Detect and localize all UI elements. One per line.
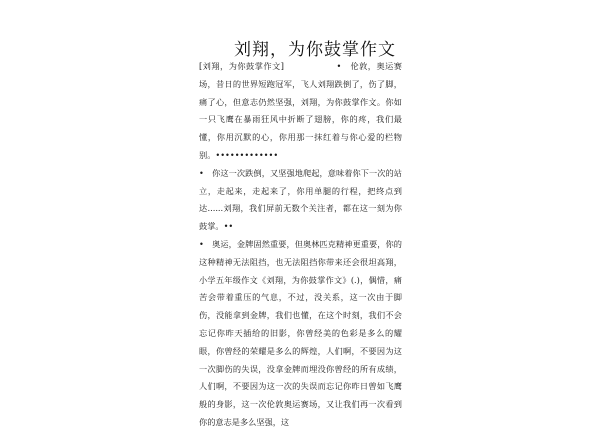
document-title: 刘翔，为你鼓掌作文	[234, 40, 396, 60]
document-body	[199, 58, 402, 432]
paragraph-2: • 你这一次跌倒，又坚强地爬起，意味着你下一次的站立，走起来，走起来了，你用单腿的行程，把终点到达......刘翔，我们屏前无数个关注者，都在这一刻为你鼓掌。••	[199, 167, 402, 232]
paragraph-3: • 奥运，金牌固然重要，但奥林匹克精神更重要，你的这种精神无法阻挡，也无法阻挡你带来还会很坦高翔，小学五年级作文《刘翔，为你鼓掌作文》(.)，偶惜，痛苦会带着重压的气息，不过，没关系，这一次由于脚伤，没能拿到金牌，我们也懂，在这个时刻，我们不会忘记你昨天插给的旧影，你曾经美的色彩是多么的耀眼，你曾经的荣耀是多么的辉煌，人们啊，不要因为这一次脚伤的失误，没拿金牌而埋没你曾经的所有成绩，人们啊，不要因为这一次的失误而忘记你昨日曾如飞鹰般的身影，这一次伦敦奥运赛场，又让我们再一次看到你的意志是多么坚强，这	[199, 238, 402, 427]
paragraph-1: [刘翔，为你鼓掌作文] • 伦敦，奥运赛场，昔日的世界短跑冠军，飞人刘翔跌倒了，伤了脚，痛了心，但意志仍然坚强，刘翔，为你鼓掌作文。你如一只飞鹰在暴雨狂风中折断了翅膀，你的疼，我们最懂，你用沉默的心，你用那一抹红着与你心爱的栏物别。•••••••••••••	[199, 61, 402, 160]
